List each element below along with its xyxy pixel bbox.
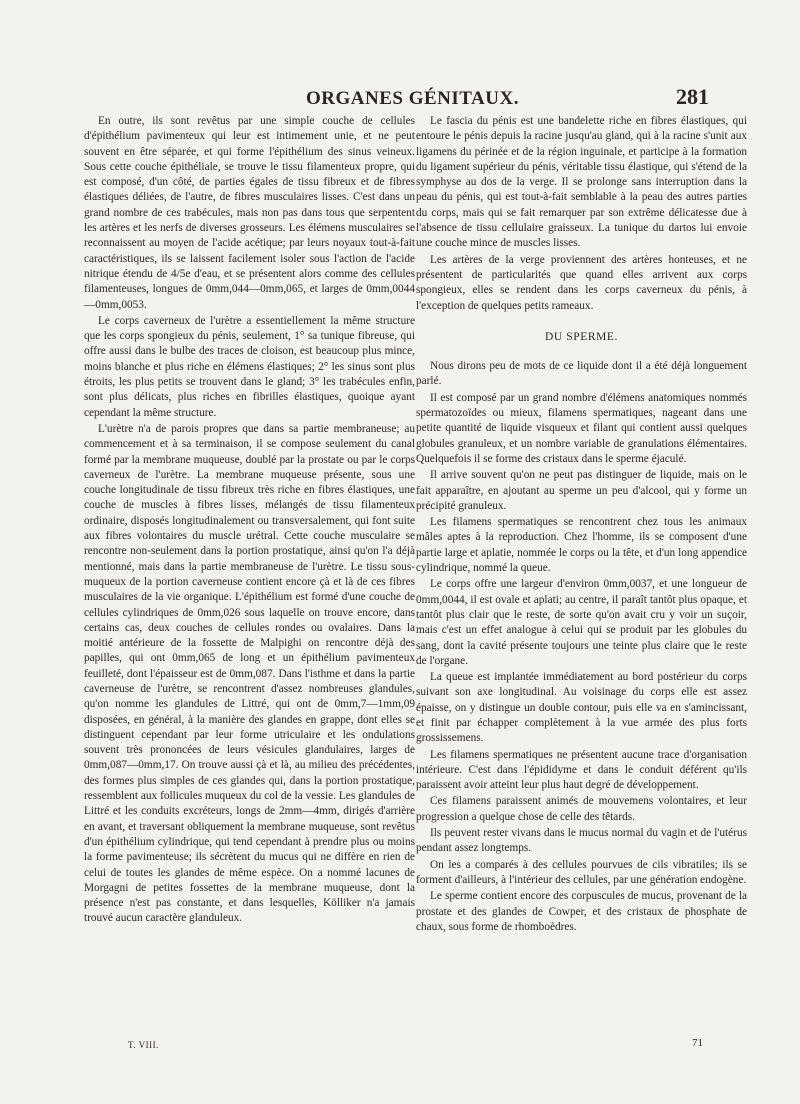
paragraph: Le corps caverneux de l'urètre a essentiellement la même structure que les corps spongieux du pénis, seulement, 1° sa tunique fibreuse, qui offre aussi dans le bulbe des traces de cloison, est beaucoup plus mince, moins blanche et plus riche en élémens élastiques; 2° les sinus sont plus étroits, les plus petits se trouvent dans le gland; 3° les trabécules enfin, sont plus délicats, plus riches en fibrilles élastiques, quoique ayant cependant la même structure. [84, 314, 415, 419]
signature-number: 71 [692, 1037, 703, 1049]
paragraph: En outre, ils sont revêtus par une simple couche de cellules d'épithélium pavimenteux qui leur est intimement unie, et ne peut souvent en être séparée, et qui forme l'épithélium des sinus veineux. Sous cette couche épithéliale, se trouve le tissu filamenteux propre, qui est composé, d'un côté, de parties égales de tissu fibreux et de fibres élastiques déliées, de l'autre, de fibres musculaires lisses. C'est dans un grand nombre de ces trabécules, mais non pas dans tous que serpentent les artères et les nerfs de diverses grosseurs. Les élémens musculaires se reconnaissent au moyen de l'acide acétique; par leurs noyaux tout-à-fait caractéristiques, ils se laissent facilement isoler sous l'action de l'acide nitrique étendu de 4/5e d'eau, et se présentent alors comme des cellules filamenteuses, longues de 0mm,044—0mm,065, et larges de 0mm,0044—0mm,0053. [84, 115, 415, 311]
volume-mark: T. VIII. [128, 1040, 159, 1050]
paragraph: Ils peuvent rester vivans dans le mucus normal du vagin et de l'utérus pendant assez longtemps. [416, 827, 747, 855]
paragraph: La queue est implantée immédiatement au bord postérieur du corps suivant son axe longitudinal. Au voisinage du corps elle est assez épaisse, on y distingue un double contour, puis elle va en s'amincissant, et finit par échapper complètement à la vue armée des plus forts grossissemens. [416, 671, 747, 745]
paragraph: L'urètre n'a de parois propres que dans sa partie membraneuse; au commencement et à sa terminaison, il se compose seulement du canal formé par la membrane muqueuse, doublé par la prostate ou par le corps caverneux de l'urètre. La membrane muqueuse présente, sous une couche longitudinale de tissu fibreux très riche en fibres élastiques, une couche de muscles à fibres lisses, mélangés de tissu filamenteux ordinaire, disposés longitudinalement ou transversalement, qui font suite aux fibres volontaires du muscle urétral. Cette couche musculaire se rencontre non-seulement dans la portion prostatique, ainsi qu'on l'a déjà mentionné, mais dans la partie membraneuse de l'urètre. Le tissu sous-muqueux de la portion caverneuse contient encore çà et là de ces fibres musculaires de la vie organique. L'épithélium est formé d'une couche de cellules cylindriques de 0mm,026 sous laquelle on trouve encore, dans certains cas, deux couches de cellules rondes ou ovalaires. Dans la moitié antérieure de la fossette de Malpighi on rencontre déjà des papilles, qui ont 0mm,065 de long et un épithélium pavimenteux feuilleté, dont l'épaisseur est de 0mm,087. Dans l'isthme et dans la partie caverneuse de l'urètre, se rencontrent d'assez nombreuses glandules, qu'on nomme les glandules de Littré, qui ont de 0mm,7—1mm,09 disposées, en général, à la manière des glandes en grappe, dont elles se distinguent cependant par leur forme utriculaire et les ondulations souvent très prononcées de leurs vésicules glandulaires, larges de 0mm,087—0mm,17. On trouve aussi çà et là, au milieu des précédentes, des formes plus simples de ces glandes qui, dans la portion prostatique, ressemblent aux follicules muqueux du col de la vessie. Les glandules de Littré et les conduits excréteurs, longs de 2mm—4mm, dirigés d'arrière en avant, et traversant obliquement la membrane muqueuse, sont revêtus d'un épithélium cylindrique, qui tend cependant à prendre plus ou moins la forme pavimenteuse; ils sécrètent du mucus qui ne diffère en rien de celui de toutes les glandes de même espèce. On a nommé lacunes de Morgagni de petites fossettes de la membrane muqueuse, dont la présence n'est pas constante, et dans lesquelles, Kölliker n'a jamais trouvé aucun caractère glanduleux. [84, 422, 415, 925]
paragraph: Les filamens spermatiques ne présentent aucune trace d'organisation intérieure. C'est dans l'épididyme et dans le conduit déférent qu'ils paraissent avoir atteint leur plus haut degré de développement. [416, 748, 747, 792]
paragraph: Les filamens spermatiques se rencontrent chez tous les animaux mâles aptes à la reproduction. Chez l'homme, ils se composent d'une partie large et aplatie, nommée le corps ou la tête, et d'un long appendice cylindrique, nommé la queue. [416, 516, 747, 575]
paragraph: Il est composé par un grand nombre d'élémens anatomiques nommés spermatozoïdes ou mieux, filamens spermatiques, nageant dans une petite quantité de liquide visqueux et filant qui contient aussi quelques globules granuleux, et un nombre variable de granulations élémentaires. Quelquefois il se forme des cristaux dans le sperme éjaculé. [416, 391, 747, 465]
right-column [416, 114, 747, 936]
page-number: 281 [676, 84, 709, 109]
paragraph: Le corps offre une largeur d'environ 0mm,0037, et une longueur de 0mm,0044, il est ovale et aplati; au centre, il paraît tantôt plus opaque, et tantôt plus clair que le reste, de sorte qu'on avait cru y voir un suçoir, mais c'est un effet analogue à celui qui se produit par les globules du sang, dont la cavité présente toujours une teinte plus claire que le reste de l'organe. [416, 578, 747, 667]
paragraph: Les artères de la verge proviennent des artères honteuses, et ne présentent de particularités que quand elles arrivent aux corps spongieux, elles se rendent dans les corps caverneux du pénis, à l'exception de quelques petits rameaux. [416, 253, 747, 312]
paragraph: Ces filamens paraissent animés de mouvemens volontaires, et leur progression a quelque chose de celle des têtards. [416, 795, 747, 823]
running-title: ORGANES GÉNITAUX. [306, 88, 519, 109]
paragraph: Le fascia du pénis est une bandelette riche en fibres élastiques, qui entoure le pénis depuis la racine jusqu'au gland, qui à la racine s'unit aux ligamens du périnée et de la région inguinale, et participe à la formation du ligament supérieur du pénis, véritable tissu élastique, qui s'étend de la symphyse au dos de la verge. Il se prolonge sans interruption dans la peau du pénis, qui est tout-à-fait semblable à la peau des autres parties du corps, mais qui se fait remarquer par son extrême délicatesse due à l'absence de tissu cellulaire graisseux. La tunique du dartos lui envoie une couche mince de muscles lisses. [416, 115, 747, 250]
paragraph: On les a comparés à des cellules pourvues de cils vibratiles; ils se forment d'ailleurs, à l'intérieur des cellules, par une génération endogène. [416, 858, 747, 886]
section-heading: DU SPERME. [544, 330, 619, 343]
left-column [84, 114, 415, 928]
paragraph: Le sperme contient encore des corpuscules de mucus, provenant de la prostate et des glandes de Cowper, et des cristaux de phosphate de chaux, sous forme de rhomboèdres. [416, 890, 747, 933]
paragraph: Il arrive souvent qu'on ne peut pas distinguer de liquide, mais on le fait apparaître, en ajoutant au sperme un peu d'alcool, qui y forme un précipité granuleux. [416, 469, 747, 512]
paragraph: Nous dirons peu de mots de ce liquide dont il a été déjà longuement parlé. [416, 360, 747, 388]
